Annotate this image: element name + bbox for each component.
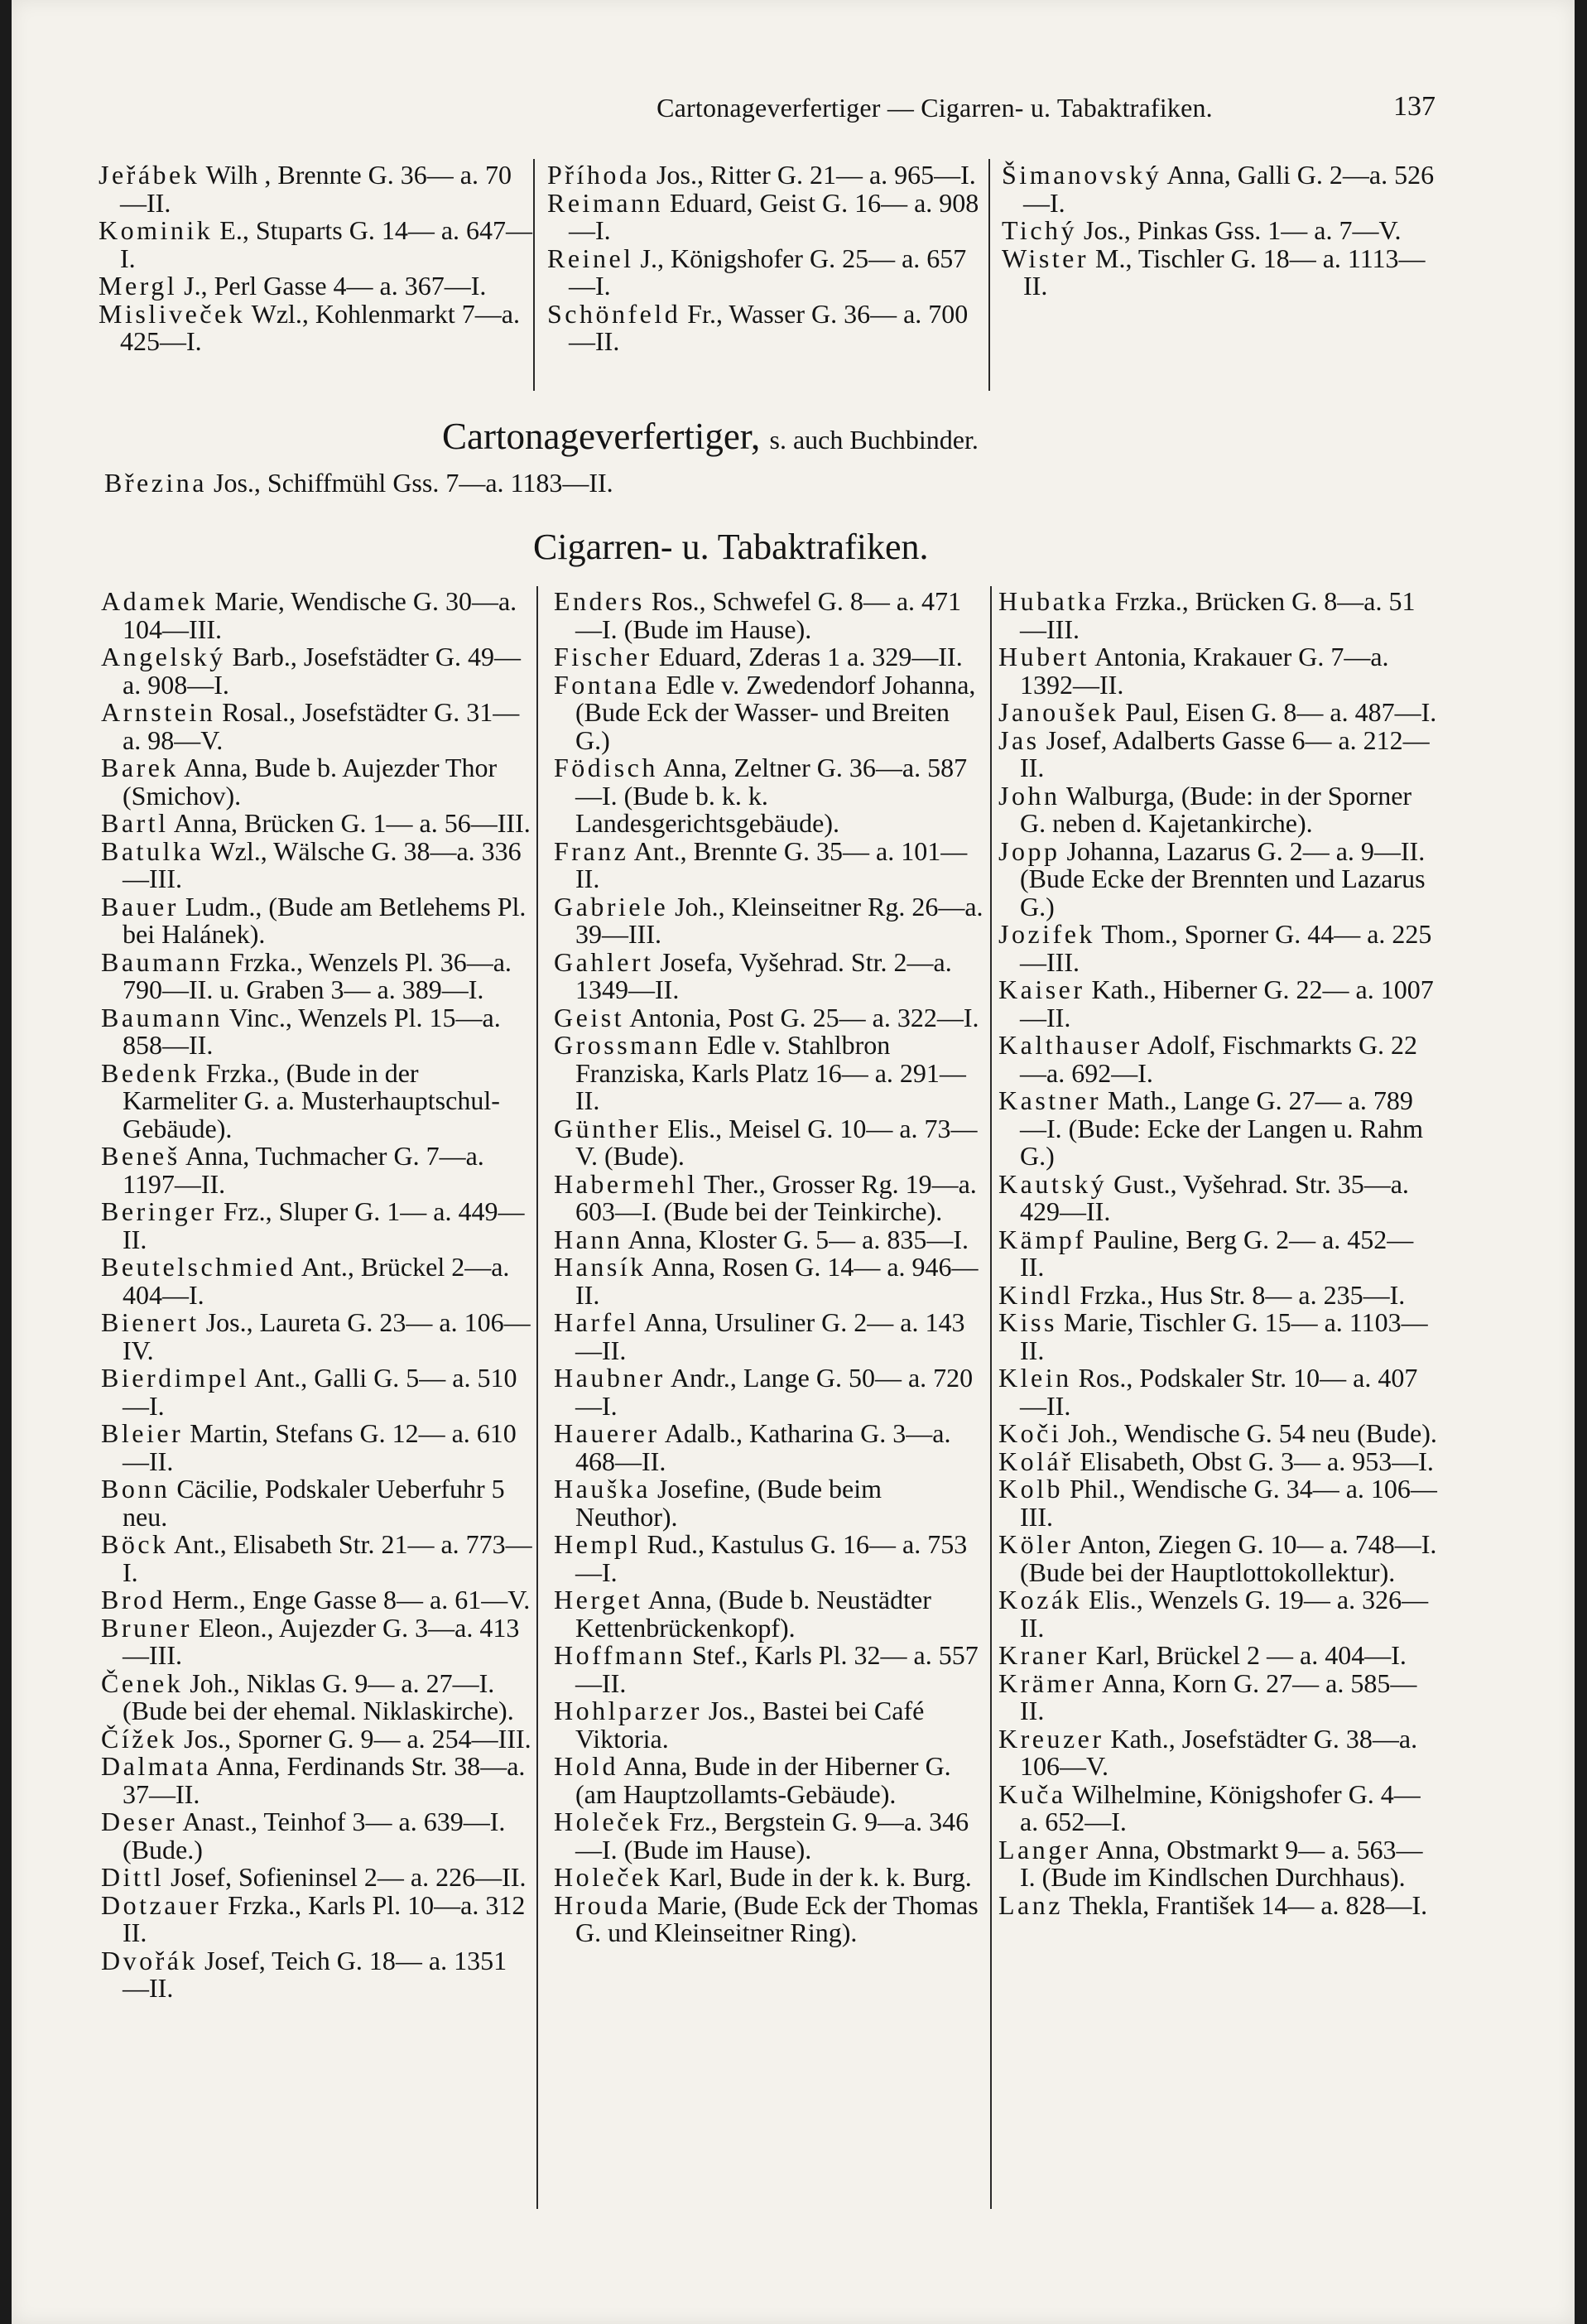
list-item: Čížek Jos., Sporner G. 9— a. 254—III. [101,1723,531,1754]
list-item: Kozák Elis., Wenzels G. 19— a. 326—II. [998,1585,1429,1643]
list-item: Jeřábek Wilh , Brennte G. 36— a. 70—II. [99,160,512,218]
list-item: Hauerer Adalb., Katharina G. 3—a. 468—II. [554,1418,951,1476]
list-item: Bartl Anna, Brücken G. 1— a. 56—III. [101,808,531,838]
list-item: Gahlert Josefa, Vyšehrad. Str. 2—a. 1349—II. [554,946,952,1004]
list-item: Bonn Cäcilie, Podskaler Ueberfuhr 5 neu. [101,1474,505,1532]
list-item: Beneš Anna, Tuchmacher G. 7—a. 1197—II. [101,1141,484,1199]
list-item: Hauška Josefine, (Bude beim Neuthor). [554,1474,882,1532]
list-item: Kolář Elisabeth, Obst G. 3— a. 953—I. [998,1446,1434,1476]
list-item: Kaiser Kath., Hiberner G. 22— a. 1007—II. [998,974,1434,1032]
column-rule [988,159,990,391]
list-item: Čenek Joh., Niklas G. 9— a. 27—I. (Bude bei der ehemal. Niklaskirche). [101,1667,514,1725]
directory-page [12,0,1575,2324]
list-item: Kolb Phil., Wendische G. 34— a. 106—III. [998,1474,1437,1532]
see-also-reference: s. auch Buchbinder. [769,425,979,455]
page-number: 137 [1393,91,1436,122]
list-item: Fontana Edle v. Zwedendorf Johanna, (Bude Eck der Wasser- und Breiten G.) [554,669,976,755]
list-item: Krämer Anna, Korn G. 27— a. 585—II. [998,1667,1417,1725]
list-item: Kraner Karl, Brückel 2 — a. 404—I. [998,1640,1407,1670]
list-item: Bauer Ludm., (Bude am Betlehems Pl. bei Halánek). [101,891,527,949]
list-item: Harfel Anna, Ursuliner G. 2— a. 143—II. [554,1307,965,1365]
list-item: Enders Ros., Schwefel G. 8— a. 471—I. (Bude im Hause). [554,586,962,644]
list-item: Misliveček Wzl., Kohlenmarkt 7—a. 425—I. [99,298,520,356]
column-rule [533,159,535,391]
list-item: Günther Elis., Meisel G. 10— a. 73—V. (Bude). [554,1113,978,1171]
list-item: Köler Anton, Ziegen G. 10— a. 748—I. (Bude bei der Hauptlottokollektur). [998,1529,1437,1587]
list-item: Arnstein Rosal., Josefstädter G. 31—a. 98—V. [101,697,520,755]
list-item: Baumann Frzka., Wenzels Pl. 36—a. 790—II. u. Graben 3— a. 389—I. [101,946,512,1004]
list-item: Grossmann Edle v. Stahlbron Franziska, Karls Platz 16— a. 291—II. [554,1030,966,1115]
list-item: Barek Anna, Bude b. Aujezder Thor (Smichov). [101,753,498,811]
list-item: Hubatka Frzka., Brücken G. 8—a. 51—III. [998,586,1416,644]
top-column-1 [99,161,533,356]
list-item: Hempl Rud., Kastulus G. 16— a. 753—I. [554,1529,968,1587]
list-item: Geist Antonia, Post G. 25— a. 322—I. [554,1002,979,1032]
list-item: Bienert Jos., Laureta G. 23— a. 106—IV. [101,1307,531,1365]
cigarren-column-1 [101,588,533,2003]
list-item: Herget Anna, (Bude b. Neustädter Kettenbrückenkopf). [554,1585,931,1643]
top-column-2 [547,161,982,356]
list-item: Koči Joh., Wendische G. 54 neu (Bude). [998,1418,1437,1448]
list-item: Kämpf Pauline, Berg G. 2— a. 452—II. [998,1224,1414,1282]
list-item: Bedenk Frzka., (Bude in der Karmeliter G. a. Musterhauptschul-Gebäude). [101,1057,500,1143]
list-item: Dalmata Anna, Ferdinands Str. 38—a. 37—II. [101,1751,526,1809]
list-item: Jas Josef, Adalberts Gasse 6— a. 212—II. [998,724,1430,782]
section-heading-title: Cartonageverfertiger, [442,416,761,457]
list-item: Kreuzer Kath., Josefstädter G. 38—a. 106—V. [998,1723,1418,1781]
list-item: Mergl J., Perl Gasse 4— a. 367—I. [99,271,487,301]
list-item: Angelský Barb., Josefstädter G. 49—a. 908—I. [101,642,522,700]
list-item: Klein Ros., Podskaler Str. 10— a. 407—II. [998,1363,1418,1421]
list-item: Baumann Vinc., Wenzels Pl. 15—a. 858—II. [101,1002,501,1060]
list-item: Beringer Frz., Sluper G. 1— a. 449—II. [101,1196,525,1254]
list-item: Holeček Karl, Bude in der k. k. Burg. [554,1862,972,1892]
list-item: Deser Anast., Teinhof 3— a. 639—I. (Bude.) [101,1807,506,1864]
list-item: Adamek Marie, Wendische G. 30—a. 104—III. [101,586,517,644]
list-item: Habermehl Ther., Grosser Rg. 19—a. 603—I. (Bude bei der Teinkirche). [554,1168,977,1226]
list-item: Janoušek Paul, Eisen G. 8— a. 487—I. [998,697,1437,727]
list-item: Wister M., Tischler G. 18— a. 1113—II. [1002,243,1426,301]
list-item: Šimanovský Anna, Galli G. 2—a. 526—I. [1002,160,1435,218]
list-item: Böck Ant., Elisabeth Str. 21— a. 773—I. [101,1529,532,1587]
list-item: Reimann Eduard, Geist G. 16— a. 908—I. [547,187,979,245]
list-item: Schönfeld Fr., Wasser G. 36— a. 700—II. [547,298,969,356]
list-item: Jozifek Thom., Sporner G. 44— a. 225—III. [998,919,1432,977]
list-item: Hann Anna, Kloster G. 5— a. 835—I. [554,1224,969,1254]
column-rule [990,586,992,2209]
list-item: Jopp Johanna, Lazarus G. 2— a. 9—II. (Bude Ecke der Brennten und Lazarus G.) [998,835,1426,921]
cigarren-column-3 [998,588,1437,1919]
list-item: Hubert Antonia, Krakauer G. 7—a. 1392—II. [998,642,1389,700]
list-item: Haubner Andr., Lange G. 50— a. 720—I. [554,1363,974,1421]
section-heading-cartonage [442,416,979,460]
list-item: Hoffmann Stef., Karls Pl. 32— a. 557—II. [554,1640,979,1698]
running-title: Cartonageverfertiger — Cigarren- u. Tabaktrafiken. [656,93,1213,123]
list-item: Bleier Martin, Stefans G. 12— a. 610—II. [101,1418,517,1476]
list-item: Gabriele Joh., Kleinseitner Rg. 26—a. 39—III. [554,891,983,949]
list-item: Hold Anna, Bude in der Hiberner G. (am Hauptzollamts-Gebäude). [554,1751,951,1809]
list-item: Hohlparzer Jos., Bastei bei Café Viktoria. [554,1696,925,1754]
list-item: Langer Anna, Obstmarkt 9— a. 563—I. (Bude im Kindlschen Durchhaus). [998,1834,1423,1892]
top-column-3 [1002,161,1436,301]
list-item: Dvořák Josef, Teich G. 18— a. 1351—II. [101,1945,507,2003]
cigarren-column-2 [554,588,986,1947]
column-rule [536,586,538,2209]
list-item: Reinel J., Königshofer G. 25— a. 657—I. [547,243,967,301]
list-item: Hansík Anna, Rosen G. 14— a. 946—II. [554,1252,979,1310]
list-item: Beutelschmied Ant., Brückel 2—a. 404—I. [101,1252,510,1310]
list-item: Franz Ant., Brennte G. 35— a. 101—II. [554,835,968,893]
section-heading-cigarren: Cigarren- u. Tabaktrafiken. [533,527,929,567]
list-item: Holeček Frz., Bergstein G. 9—a. 346—I. (Bude im Hause). [554,1807,969,1864]
list-item: Bierdimpel Ant., Galli G. 5— a. 510—I. [101,1363,517,1421]
list-item: Kominik E., Stuparts G. 14— a. 647—I. [99,215,533,273]
list-item: Brod Herm., Enge Gasse 8— a. 61—V. [101,1585,531,1614]
list-item: Kiss Marie, Tischler G. 15— a. 1103—II. [998,1307,1428,1365]
list-item: Födisch Anna, Zeltner G. 36—a. 587—I. (Bude b. k. k. Landesgerichtsgebäude). [554,753,968,838]
list-item: Kindl Frzka., Hus Str. 8— a. 235—I. [998,1279,1406,1310]
list-item: Dotzauer Frzka., Karls Pl. 10—a. 312 II. [101,1889,526,1947]
list-item: Kastner Math., Lange G. 27— a. 789—I. (Bude: Ecke der Langen u. Rahm G.) [998,1085,1423,1171]
list-item: Březina Jos., Schiffmühl Gss. 7—a. 1183—II. [104,468,613,498]
list-item: Dittl Josef, Sofieninsel 2— a. 226—II. [101,1862,527,1892]
list-item: Fischer Eduard, Zderas 1 a. 329—II. [554,642,963,671]
list-item: Kalthauser Adolf, Fischmarkts G. 22—a. 692—I. [998,1030,1418,1088]
list-item: Kuča Wilhelmine, Königshofer G. 4—a. 652—I. [998,1778,1421,1836]
list-item: Batulka Wzl., Wälsche G. 38—a. 336—III. [101,835,522,893]
list-item: Příhoda Jos., Ritter G. 21— a. 965—I. [547,160,976,190]
list-item: Kautský Gust., Vyšehrad. Str. 35—a. 429—II. [998,1168,1409,1226]
list-item: Tichý Jos., Pinkas Gss. 1— a. 7—V. [1002,215,1402,245]
list-item: Lanz Thekla, František 14— a. 828—I. [998,1889,1428,1920]
list-item: Bruner Eleon., Aujezder G. 3—a. 413—III. [101,1612,520,1670]
list-item: John Walburga, (Bude: in der Sporner G. neben d. Kajetankirche). [998,780,1412,838]
list-item: Hrouda Marie, (Bude Eck der Thomas G. und Kleinseitner Ring). [554,1889,979,1947]
